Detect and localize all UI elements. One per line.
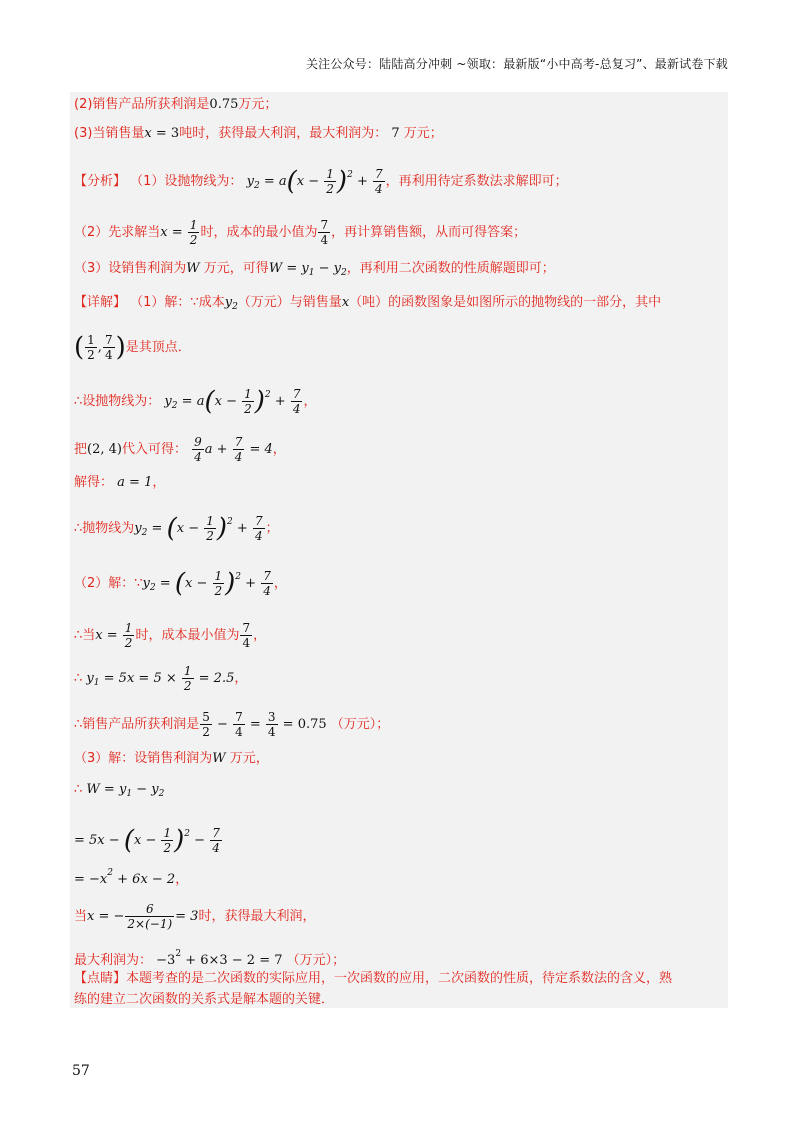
math-parabola-form: $y_2 = a(x$ − $\frac{1}{2}$ )$^2$ + $\frac{7}{4}$: [246, 166, 383, 197]
detail-line-13: [74, 824, 730, 855]
comment-line-2: 练的建立二次函数的关系式是解本题的关键．: [74, 992, 335, 1007]
detail-line-12: ∴ $W = y_1 - y_2$: [74, 782, 165, 799]
analysis-line-3: （3）设销售利润为W 万元，可得$W = y_1 - y_2$，再利用二次函数的性质解题即可；: [74, 261, 555, 278]
comment-line-1: 【点睛】本题考查的是二次函数的实际应用，一次函数的应用，二次函数的性质，待定系数法的含义，熟: [74, 971, 673, 986]
answer-2: (2)销售产品所获利润是0.75万元；: [74, 97, 278, 112]
detail-line-15: 当x = − $\frac{6}{2\times(-1)}$ = 3时，获得最大利润，: [74, 902, 316, 931]
math-w-def: $W = y_1 - y_2$: [268, 261, 347, 278]
math-w-simplified: = $-x^2 + 6x - 2$: [74, 868, 176, 887]
math-y2-expression: $y_2 = (x$ − $\frac{1}{2}$ )$^2$ + $\frac{7}{4}$: [142, 568, 271, 599]
math-parabola-result: $y_2 = (x$ − $\frac{1}{2}$ )$^2$ + $\frac{7}{4}$: [134, 513, 263, 544]
analysis-line-1: 【分析】 （1）设抛物线为： $y_2 = a(x$ − $\frac{1}{2}$ )$^2$ + $\frac{7}{4}$ ，再利用待定系数法求解即可；: [74, 166, 568, 197]
detail-line-8: ∴当x = $\frac{1}{2}$ 时，成本最小值为 $\frac{7}{4}$ ，: [74, 621, 267, 650]
detail-line-5: 解得： a = 1，: [74, 475, 166, 490]
page-header: 关注公众号：陆陆高分冲刺 ~领取：最新版“小中高考-总复习”、最新试卷下载: [305, 57, 728, 71]
detail-line-10: ∴销售产品所获利润是 $\frac{5}{2}$ − $\frac{7}{4}$ = $\frac{3}{4}$ = 0.75 （万元）；: [74, 710, 390, 739]
page-number: 57: [72, 1063, 90, 1079]
answer-3: (3)当销售量x = 3吨时，获得最大利润，最大利润为： 7 万元；: [74, 126, 443, 141]
math-w-expand: = 5x − (x − $\frac{1}{2}$ )$^2$ − $\frac{7}{4}$: [74, 825, 220, 856]
math-vertex-x: x = − $\frac{6}{2\times(-1)}$ = 3: [87, 902, 199, 931]
detail-line-1: 【详解】 （1）解：∵成本$y_2$（万元）与销售量x（吨）的函数图象是如图所示的抛物线的一部分，其中: [74, 295, 662, 312]
detail-line-4: 把(2, 4)代入可得： $\frac{9}{4}$ a + $\frac{7}{4}$ = 4，: [74, 435, 286, 464]
detail-line-3: ∴设抛物线为： $y_2 = a(x$ − $\frac{1}{2}$ )$^2$ + $\frac{7}{4}$ ，: [74, 386, 317, 417]
detail-line-11: （3）解：设销售利润为W 万元，: [74, 751, 269, 766]
detail-line-16: 最大利润为： $-3^2 + 6\times 3 - 2 = 7$ （万元）；: [74, 949, 346, 968]
math-parabola-form-2: $y_2 = a(x$ − $\frac{1}{2}$ )$^2$ + $\frac{7}{4}$: [164, 386, 301, 417]
detail-line-14: = $-x^2 + 6x - 2$，: [74, 868, 189, 887]
detail-line-7: （2）解：$\because y_2 = (x$ − $\frac{1}{2}$ )$^2$ + $\frac{7}{4}$ ，: [74, 568, 287, 599]
math-x-eq-3: x: [144, 126, 152, 141]
math-substitution: $\frac{9}{4}$ a + $\frac{7}{4}$ = 4: [194, 435, 273, 464]
math-vertex: ( $\frac{1}{2}$ , $\frac{7}{4}$ ): [74, 332, 126, 363]
math-profit-calc: $\frac{5}{2}$ − $\frac{7}{4}$ = $\frac{3}{4}$ = 0.75: [202, 710, 327, 739]
math-w-eq: $W = y_1 - y_2$: [86, 782, 165, 799]
math-seven-fourths: $\frac{7}{4}$: [320, 218, 329, 247]
math-max-profit: $-3^2 + 6\times 3 - 2 = 7$: [156, 949, 283, 968]
detail-line-2: ( $\frac{1}{2}$ , $\frac{7}{4}$ )是其顶点．: [74, 332, 191, 363]
math-x-half: x = $\frac{1}{2}$: [160, 218, 198, 247]
analysis-line-2: （2）先求解当x = $\frac{1}{2}$ 时，成本的最小值为 $\frac{7}{4}$ ，再计算销售额，从而可得答案；: [74, 218, 527, 247]
math-y1-calc: $y_1 = 5x = 5$ × $\frac{1}{2}$ = 2.5: [86, 664, 235, 693]
detail-line-9: ∴ $y_1 = 5x = 5$ × $\frac{1}{2}$ = 2.5，: [74, 664, 248, 693]
math-point-2-4: (2, 4): [87, 442, 122, 457]
math-a-eq-1: a = 1: [117, 475, 153, 490]
detail-line-6: ∴抛物线为$y_2 = (x$ − $\frac{1}{2}$ )$^2$ + $\frac{7}{4}$ ；: [74, 513, 279, 544]
